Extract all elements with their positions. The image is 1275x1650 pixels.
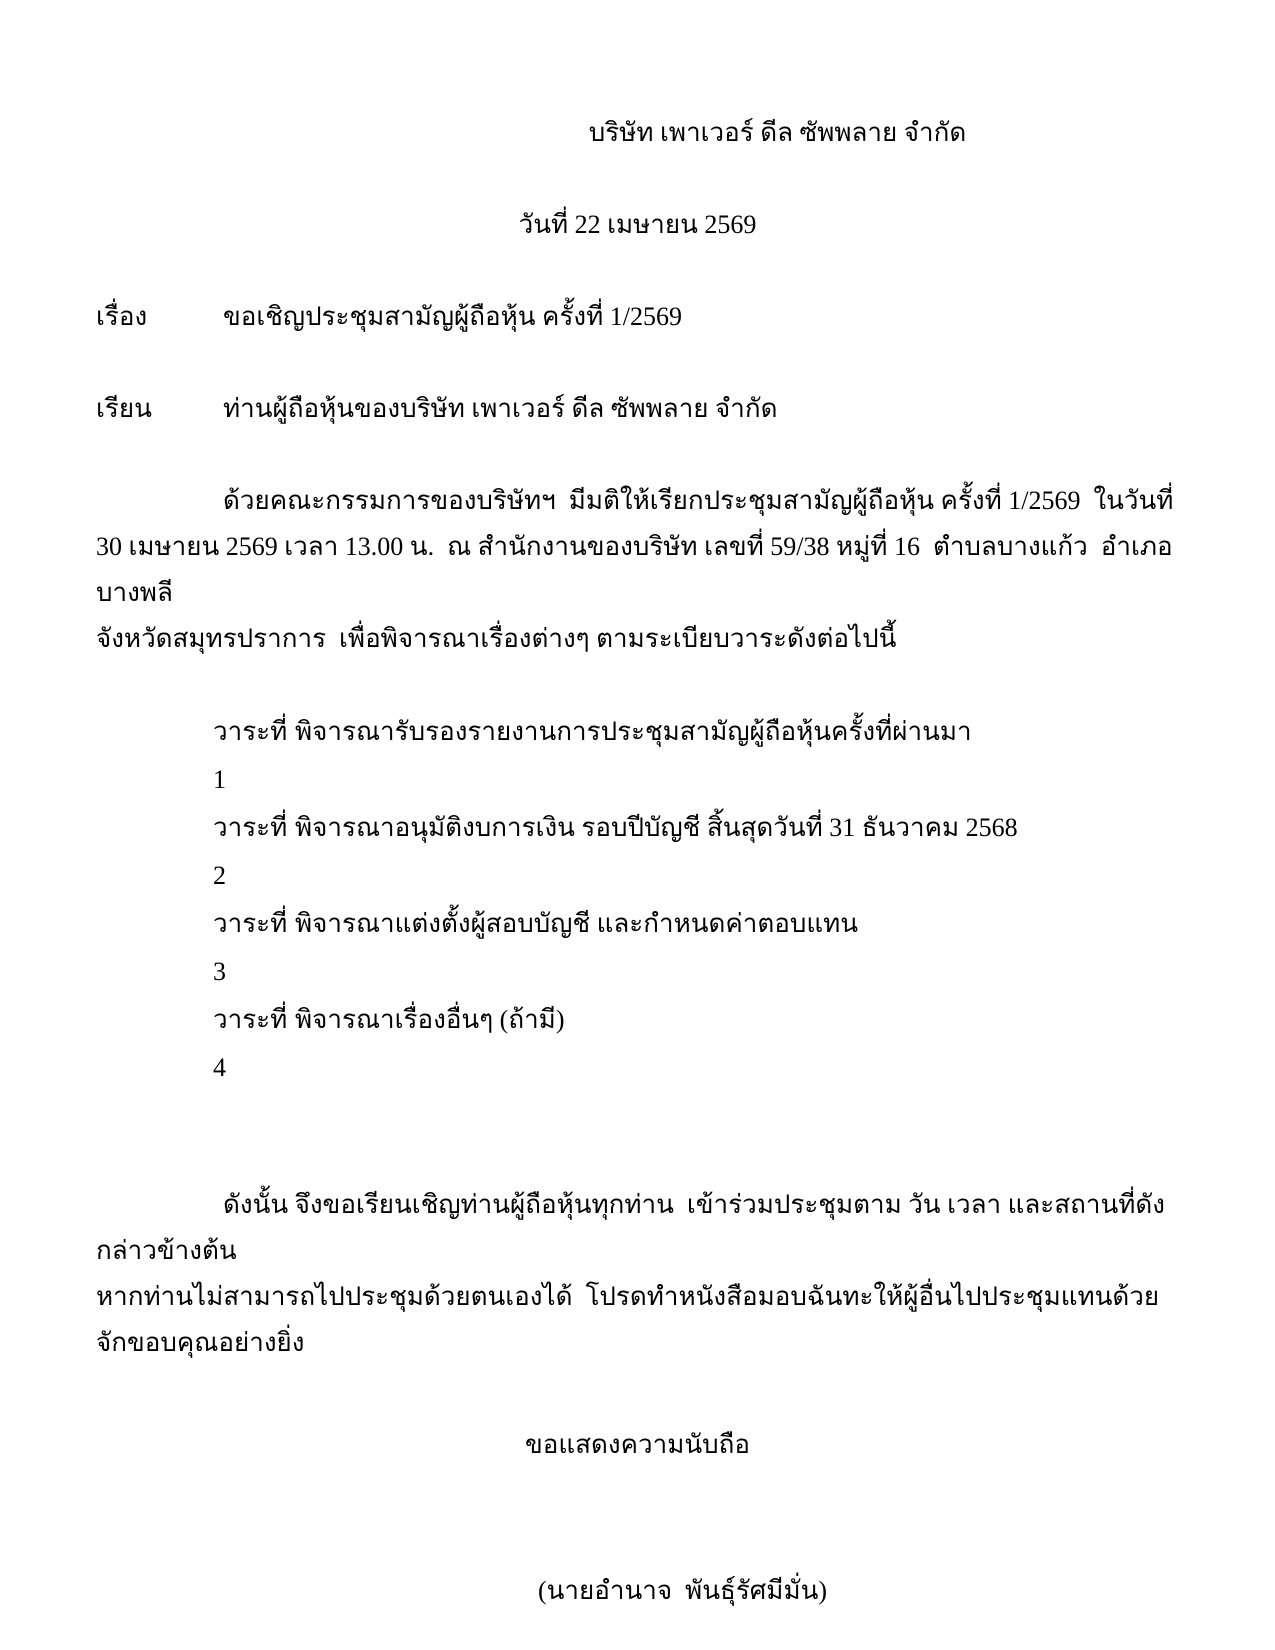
letter-date: วันที่ 22 เมษายน 2569: [518, 210, 757, 239]
outro-line: จักขอบคุณอย่างยิ่ง: [96, 1328, 305, 1357]
agenda-item: [213, 900, 1179, 996]
outro-paragraph: [96, 1182, 1179, 1366]
agenda-item: [213, 804, 1179, 900]
recipient-text: ท่านผู้ถือหุ้นของบริษัท เพาเวอร์ ดีล ซัพพลาย จำกัด: [223, 394, 778, 423]
intro-paragraph: [96, 478, 1179, 662]
intro-line: จังหวัดสมุทรปราการ เพื่อพิจารณาเรื่องต่างๆ ตามระเบียบวาระดังต่อไปนี้: [96, 624, 897, 653]
agenda-item-number: วาระที่ 1: [213, 717, 294, 794]
agenda-item-text: พิจารณารับรองรายงานการประชุมสามัญผู้ถือหุ้นครั้งที่ผ่านมา: [295, 717, 972, 746]
agenda-item-text: พิจารณาเรื่องอื่นๆ (ถ้ามี): [295, 1005, 565, 1034]
agenda-item-number: วาระที่ 2: [213, 813, 294, 890]
agenda-item-number: วาระที่ 3: [213, 909, 294, 986]
outro-line: ดังนั้น จึงขอเรียนเชิญท่านผู้ถือหุ้นทุกท่าน เข้าร่วมประชุมตาม วัน เวลา และสถานที่ดังกล่าวข้างต้น: [96, 1190, 1165, 1265]
recipient-row: [96, 386, 1179, 432]
outro-line: หากท่านไม่สามารถไปประชุมด้วยตนเองได้ โปรดทำหนังสือมอบฉันทะให้ผู้อื่นไปประชุมแทนด้วย: [96, 1282, 1160, 1311]
closing-phrase: ขอแสดงความนับถือ: [525, 1430, 750, 1459]
signer-name: (นายอำนาจ พันธุ์รัศมีมั่น): [537, 1576, 828, 1605]
agenda-item-text: พิจารณาอนุมัติงบการเงิน รอบปีบัญชี สิ้นสุดวันที่ 31 ธันวาคม 2568: [295, 813, 1018, 842]
subject-row: [96, 294, 1179, 340]
agenda-item: [213, 996, 1179, 1092]
agenda-item-number: วาระที่ 4: [213, 1005, 294, 1082]
company-name: บริษัท เพาเวอร์ ดีล ซัพพลาย จำกัด: [588, 118, 967, 147]
recipient-label: เรียน: [96, 394, 152, 423]
subject-text: ขอเชิญประชุมสามัญผู้ถือหุ้น ครั้งที่ 1/2569: [223, 302, 682, 331]
subject-label: เรื่อง: [96, 302, 148, 331]
intro-line: 30 เมษายน 2569 เวลา 13.00 น. ณ สำนักงานของบริษัท เลขที่ 59/38 หมู่ที่ 16 ตำบลบางแก้ว อำเภอบางพลี: [96, 532, 1173, 607]
agenda-item: [213, 708, 1179, 804]
agenda-list: [213, 708, 1179, 1092]
intro-line: ด้วยคณะกรรมการของบริษัทฯ มีมติให้เรียกประชุมสามัญผู้ถือหุ้น ครั้งที่ 1/2569 ในวันที่: [223, 486, 1174, 515]
agenda-item-text: พิจารณาแต่งตั้งผู้สอบบัญชี และกำหนดค่าตอบแทน: [295, 909, 859, 938]
